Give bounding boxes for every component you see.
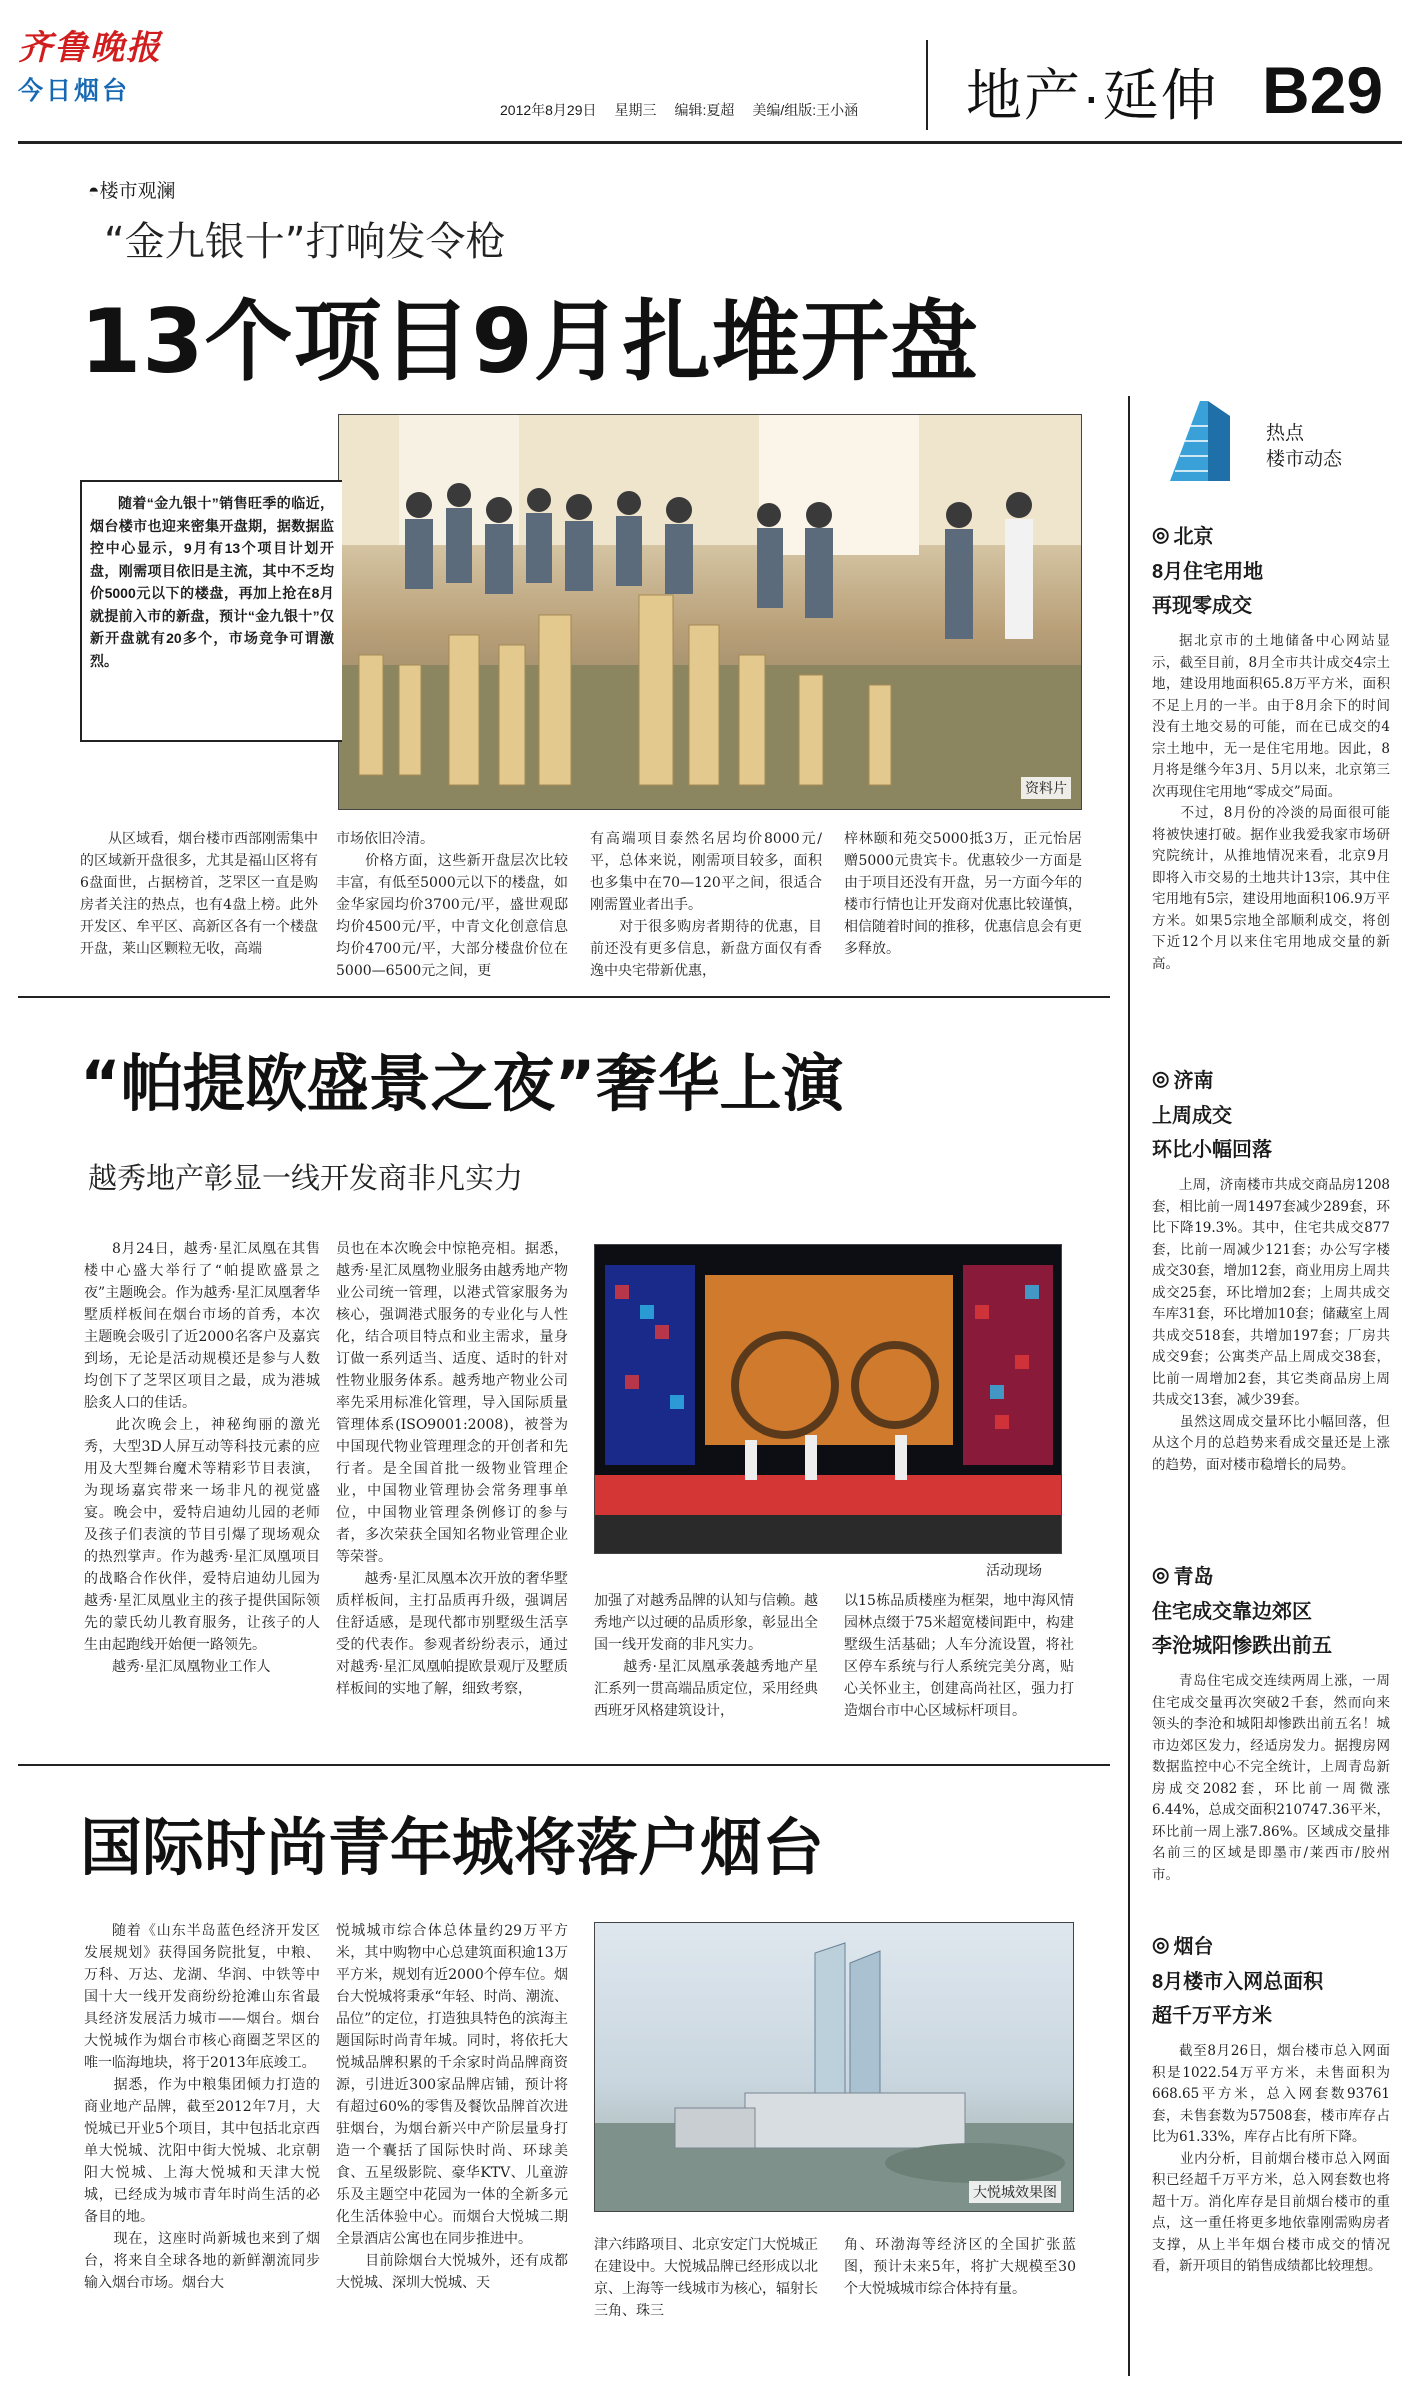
headline-line: 上周成交: [1152, 1105, 1232, 1127]
section-body: 上周，济南楼市共成交商品房1208套，相比前一周1497套减少289套，环比下降19.3%。其中，住宅共成交877套，比前一周减少121套；办公写字楼成交30套，增加12套，商业用房上周共成交25套，环比增加2套；上周共成交车库31套，环比增加10套；储藏室上周共成交518套，共增加197套；厂房共成交9套；公寓类产品上周成交38套，比前一周增加2套，其它类商品房上周共成交13套，减少39套。 虽然这周成交量环比小幅回落，但从这个月的总趋势来看成交量还是上涨的趋势，面对楼市稳增长的局势。: [1152, 1177, 1390, 1473]
mall-illustration: [595, 1923, 1074, 2212]
article1-col2: 市场依旧冷清。 价格方面，这些新开盘层次比较丰富，有低至5000元以下的楼盘，如金华家园均价3700元/平，盛世观邸均价4500元/平，中青文化创意信息均价4700元/平，大部分楼盘价位在5000—6500元之间，更: [336, 831, 568, 978]
article2-title: “帕提欧盛景之夜”奢华上演: [80, 1047, 844, 1120]
article1-lead: 随着“金九银十”销售旺季的临近，烟台楼市也迎来密集开盘期，据数据监控中心显示，9月有13个项目计划开盘，刚需项目依旧是主流，其中不乏均价5000元以下的楼盘，再加上抢在8月就提前入市的新盘，预计“金九银十”仅新开盘就有20多个，市场竞争可谓激烈。: [90, 495, 334, 669]
divider-1: [18, 996, 1110, 998]
article1-col3: 有高端项目泰然名居均价8000元/平，总体来说，刚需项目较多，面积也多集中在70—120平之间，很适合刚需置业者出手。 对于很多购房者期待的优惠，目前还没有更多信息，新盘方面仅有香逸中央宅带新优惠，: [590, 831, 822, 978]
article1-col1: 从区域看，烟台楼市西部刚需集中的区域新开盘很多，尤其是福山区将有6盘面世，占据榜首，芝罘区一直是购房者关注的热点，也有4盘上榜。此外开发区、牟平区、高新区各有一个楼盘开盘，莱山区颗粒无收，高端: [80, 831, 318, 957]
city-label: [1152, 1560, 1390, 1589]
article3-col1: 随着《山东半岛蓝色经济开发区发展规划》获得国务院批复，中粮、万科、万达、龙湖、华润、中铁等中国十大一线开发商纷纷抢滩山东省最具经济发展活力城市——烟台。烟台大悦城作为烟台市核心商圈芝罘区的唯一临海地块，将于2013年底竣工。 据悉，作为中粮集团倾力打造的商业地产品牌，截至2012年7月，大悦城已开业5个项目，其中包括北京西单大悦城、沈阳中街大悦城、北京朝阳大悦城、上海大悦城和天津大悦城，已经成为城市青年时尚生活的必备目的地。 现在，这座时尚新城也来到了烟台，将来自全球各地的新鲜潮流同步输入烟台市场。烟台大: [84, 1923, 320, 2291]
section-headline: [1152, 1965, 1390, 2033]
event-caption: 活动现场: [986, 1563, 1042, 1579]
article1-subtitle: “金九银十”打响发令枪: [104, 219, 506, 265]
issue-weekday: 星期三: [614, 102, 657, 118]
city-label: [1152, 1930, 1390, 1959]
bullet-circle-icon: ◎: [1152, 1068, 1170, 1090]
bullet-circle-icon: ◎: [1152, 1934, 1170, 1956]
masthead: [18, 20, 162, 107]
sidebar-section-qingdao: [1152, 1560, 1390, 1886]
article3-col3: 津六纬路项目、北京安定门大悦城正在建设中。大悦城品牌已经形成以北京、上海等一线城市为核心，辐射长三角、珠三: [594, 2237, 818, 2319]
city-name: 济南: [1173, 1070, 1214, 1092]
showroom-photo: [338, 414, 1082, 810]
bullet-icon: ◓: [88, 181, 100, 202]
city-label: [1152, 520, 1390, 549]
section-headline: [1152, 1099, 1390, 1167]
divider-2: [18, 1764, 1110, 1766]
sidebar-section-jinan: [1152, 1064, 1390, 1476]
issue-designer: 美编/组版:王小涵: [752, 102, 859, 118]
issue-info: [500, 100, 858, 120]
headline-line: 超千万平方米: [1152, 2005, 1272, 2027]
section-headline: [1152, 1595, 1390, 1663]
article2-col4: 以15栋品质楼座为框架，地中海风情园林点缀于75米超宽楼间距中，构建墅级生活基础；人车分流设置，将社区停车系统与行人系统完美分离，贴心关怀业主，创建高尚社区，强力打造烟台市中心区域标杆项目。: [844, 1593, 1074, 1719]
issue-editor: 编辑:夏超: [674, 102, 735, 118]
sidebar-section-yantai: [1152, 1930, 1390, 2278]
mall-photo-caption: 大悦城效果图: [969, 2181, 1061, 2203]
sidebar-divider: [1128, 396, 1130, 2376]
article2-subtitle: 越秀地产彰显一线开发商非凡实力: [88, 1161, 524, 1195]
article2-col2: 员也在本次晚会中惊艳亮相。据悉，越秀·星汇凤凰物业服务由越秀地产物业公司统一管理，以港式管家服务为核心，强调港式服务的专业化与人性化，结合项目特点和业主需求，量身订做一系列适当、适度、适时的针对性物业服务体系。越秀地产物业公司率先采用标准化管理，导入国际质量管理体系(ISO9001:2008)，被誉为中国现代物业管理理念的开创者和先行者。是全国首批一级物业管理企业，中国物业管理协会常务理事单位，中国物业管理条例修订的参与者，多次荣获全国知名物业管理企业等荣誉。 越秀·星汇凤凰本次开放的奢华墅质样板间，主打品质再升级，强调居住舒适感，是现代都市别墅级生活享受的代表作。参观者纷纷表示，通过对越秀·星汇凤凰帕提欧景观厅及墅质样板间的实地了解，细致考察，: [336, 1241, 568, 1697]
section-body: 据北京市的土地储备中心网站显示，截至目前，8月全市共计成交4宗土地，建设用地面积65.8万平方米，面积不足上月的一半。由于8月余下的时间没有土地交易的可能，而在已成交的4宗土地中，无一是住宅用地。因此，8月将是继今年3月、5月以来，北京第三次再现住宅用地“零成交”局面。 不过，8月份的冷淡的局面很可能将被快速打破。据作业我爱我家市场研究院统计，从推地情况来看，北京9月即将入市交易的土地共计13宗，其中住宅用地有5宗，建设用地面积106.9万平方米。如果5宗地全部顺利成交，将创下近12个月以来住宅用地成交量的新高。: [1152, 633, 1390, 972]
mall-rendering-photo: [594, 1922, 1074, 2212]
section-body: 青岛住宅成交连续两周上涨，一周住宅成交量再次突破2千套，然而向来领头的李沧和城阳却惨跌出前五名！城市边郊区发力，经适房发力。据搜房网数据监控中心不完全统计，上周青岛新房成交2082套，环比前一周微涨6.44%，总成交面积210747.36平米，环比前一周上涨7.86%。区域成交量排名前三的区域是即墨市/莱西市/胶州市。: [1152, 1673, 1390, 1883]
article3-title: 国际时尚青年城将落户烟台: [80, 1811, 825, 1884]
headline-line: 李沧城阳惨跌出前五: [1152, 1635, 1332, 1657]
section-name: 地产·延伸: [966, 64, 1219, 127]
header-divider: [926, 40, 928, 130]
headline-line: 8月楼市入网总面积: [1152, 1971, 1324, 1993]
building-icon: [1160, 396, 1244, 486]
article3-col4: 角、环渤海等经济区的全国扩张蓝图，预计未来5年，将扩大规模至30个大悦城城市综合体持有量。: [844, 2237, 1076, 2297]
section-body: 截至8月26日，烟台楼市总入网面积是1022.54万平方米，未售面积为668.65平方米，总入网套数93761套，未售套数为57508套，楼市库存占比为61.33%，库存占比有所下降。 业内分析，目前烟台楼市总入网面积已经超千万平方米，总入网套数也将超十万。消化库存是目前烟台楼市的重点，这一重任将更多地依靠刚需购房者支撑，从上半年烟台楼市成交的情况看，新开项目的销售成绩都比较理想。: [1152, 2043, 1390, 2274]
headline-line: 住宅成交靠边郊区: [1152, 1601, 1312, 1623]
bullet-circle-icon: ◎: [1152, 524, 1170, 546]
city-name: 青岛: [1173, 1566, 1214, 1588]
kicker-text: 楼市观澜: [99, 181, 176, 202]
sidebar-header-line2: 楼市动态: [1266, 448, 1343, 470]
photo-credit: 资料片: [1021, 777, 1071, 799]
headline-line: 环比小幅回落: [1152, 1139, 1272, 1161]
headline-line: 再现零成交: [1152, 595, 1252, 617]
header-rule: [18, 141, 1402, 144]
article1-col4: 梓林颐和苑交5000抵3万，正元怡居赠5000元贵宾卡。优惠较少一方面是由于项目还没有开盘，另一方面今年的楼市行情也让开发商对优惠比较谨慎，相信随着时间的推移，优惠信息会有更多释放。: [844, 831, 1082, 957]
sidebar-header-line1: 热点: [1266, 422, 1305, 444]
article2-col1: 8月24日，越秀·星汇凤凰在其售楼中心盛大举行了“帕提欧盛景之夜”主题晚会。作为越秀·星汇凤凰奢华墅质样板间在烟台市场的首秀，本次主题晚会吸引了近2000名客户及嘉宾到场，无论是活动规模还是参与人数均创下了芝罘区项目之最，成为港城脍炙人口的佳话。 此次晚会上，神秘绚丽的激光秀，大型3D人屏互动等科技元素的应用及大型舞台魔术等精彩节目表演，为现场嘉宾带来一场非凡的视觉盛宴。晚会中，爱特启迪幼儿园的老师及孩子们表演的节目引爆了现场观众的热烈掌声。作为越秀·星汇凤凰项目的战略合作伙伴，爱特启迪幼儿园为越秀·星汇凤凰业主的孩子提供国际领先的蒙氏幼儿教育服务，让孩子的人生由起跑线开始便一路领先。 越秀·星汇凤凰物业工作人: [84, 1241, 320, 1675]
article1-title: 13个项目9月扎堆开盘: [80, 290, 979, 393]
masthead-title: 齐鲁晚报: [18, 28, 162, 68]
sidebar-header: [1160, 396, 1390, 492]
city-name: 北京: [1173, 526, 1214, 548]
article3-col2: 悦城城市综合体总体量约29万平方米，其中购物中心总建筑面积逾13万平方米，规划有近2000个停车位。烟台大悦城将秉承“年轻、时尚、潮流、品位”的定位，打造独具特色的滨海主题国际时尚青年城。同时，将依托大悦城品牌积累的千余家时尚品牌商资源，引进近300家品牌店铺，预计将有超过60%的零售及餐饮品牌首次进驻烟台，为烟台新兴中产阶层量身打造一个囊括了国际快时尚、环球美食、五星级影院、豪华KTV、儿童游乐及主题空中花园为一体的全新多元化生活体验中心。而烟台大悦城二期全景酒店公寓也在同步推进中。 目前除烟台大悦城外，还有成都大悦城、深圳大悦城、天: [336, 1923, 568, 2291]
city-name: 烟台: [1173, 1936, 1214, 1958]
stage-illustration: [595, 1245, 1062, 1554]
lead-box: [80, 480, 342, 742]
article1-kicker: [88, 176, 176, 203]
sidebar-section-beijing: [1152, 520, 1390, 975]
page-number: B29: [1262, 53, 1384, 127]
headline-line: 8月住宅用地: [1152, 561, 1264, 583]
edition-name: 今日烟台: [18, 77, 131, 105]
section-headline: [1152, 555, 1390, 623]
issue-date: 2012年8月29日: [500, 102, 597, 118]
event-stage-photo: [594, 1244, 1062, 1554]
showroom-illustration: [339, 415, 1082, 810]
bullet-circle-icon: ◎: [1152, 1564, 1170, 1586]
city-label: [1152, 1064, 1390, 1093]
article2-col3: 加强了对越秀品牌的认知与信赖。越秀地产以过硬的品质形象，彰显出全国一线开发商的非凡实力。 越秀·星汇凤凰承袭越秀地产星汇系列一贯高端品质定位，采用经典西班牙风格建筑设计，: [594, 1593, 818, 1719]
